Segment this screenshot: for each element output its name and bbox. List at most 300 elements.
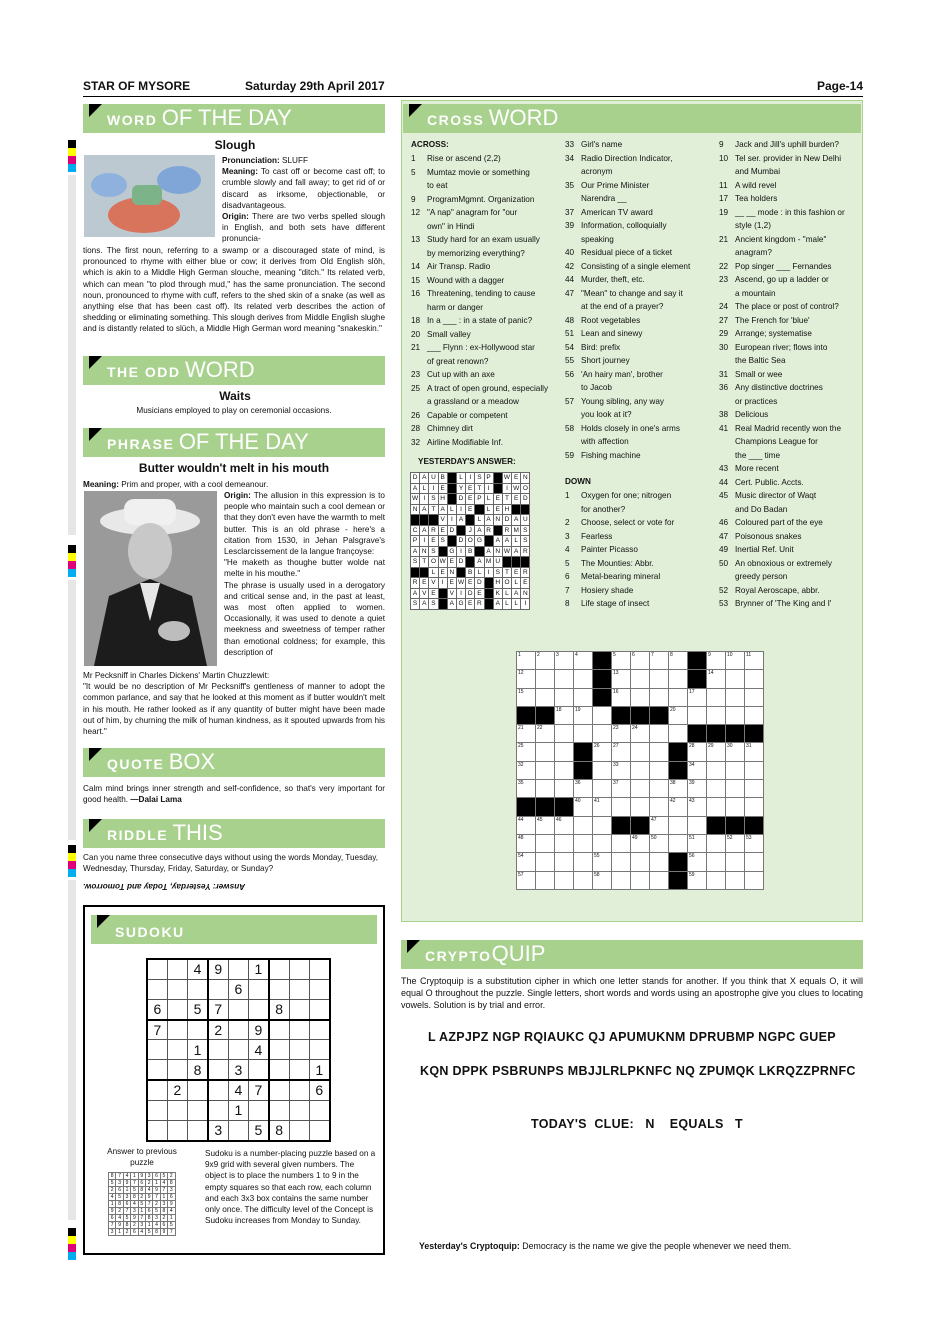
clue-line (565, 584, 713, 598)
phrase-title: Butter wouldn't melt in his mouth (138, 461, 330, 475)
clue-line (719, 516, 861, 530)
clue-line (565, 368, 713, 382)
sudoku-cell[interactable] (208, 979, 228, 999)
black-cell (574, 743, 593, 761)
crossword-cell[interactable] (555, 834, 574, 852)
clue-number: 58 (565, 423, 575, 433)
crossword-cell[interactable]: 24 (631, 725, 650, 743)
crossword-cell[interactable] (726, 780, 745, 798)
crossword-cell[interactable] (650, 688, 669, 706)
clue-number: 4 (565, 545, 570, 554)
sudoku-cell[interactable] (188, 1080, 208, 1100)
answer-cell: R (521, 546, 530, 557)
crossword-cell[interactable] (574, 834, 593, 852)
answer-cell: A (475, 525, 484, 536)
sudoku-cell[interactable] (269, 1040, 289, 1060)
clue-line (719, 314, 861, 328)
sudoku-cell[interactable] (289, 1040, 309, 1060)
crossword-cell[interactable] (745, 706, 764, 724)
sudoku-cell[interactable] (167, 1060, 187, 1080)
sudoku-cell[interactable] (228, 959, 248, 979)
sudoku-cell[interactable] (269, 1060, 289, 1080)
crossword-cell[interactable]: 45 (536, 816, 555, 834)
clue-number: 18 (411, 316, 421, 325)
sudoku-cell[interactable] (167, 1020, 187, 1040)
word-of-day-body: tions. The first noun, referring to a swamp or a discouraged state of mind, is pronounced to rhyme with either blue or cow; it derives from Old English slōh, which is akin to a Middle High German slouche, meaning "ditch." Its related verb, which can mean "to plod through mud," has the same pronunciation. The second noun, pronounced to rhyme with cuff, refers to the shed skin of a snake (as well as anything else that has been cast off). Its related verb describes the action of shedding or eliminating something. This slough derives from Middle English slughe and is distantly related to slüch, a Middle High German word meaning "snakeskin." (83, 246, 385, 334)
sudoku-cell[interactable] (208, 1080, 228, 1100)
crossword-cell[interactable] (555, 871, 574, 889)
sudoku-cell[interactable] (167, 959, 187, 979)
crossword-cell[interactable] (669, 725, 688, 743)
crossword-cell[interactable] (726, 853, 745, 871)
black-cell (484, 578, 493, 589)
sudoku-cell[interactable] (167, 1040, 187, 1060)
crossword-cell[interactable]: 40 (574, 798, 593, 816)
crossword-cell[interactable] (669, 834, 688, 852)
crossword-cell[interactable]: 22 (536, 725, 555, 743)
sudoku-cell[interactable] (188, 1100, 208, 1120)
crossword-cell[interactable] (650, 853, 669, 871)
crossword-cell[interactable] (631, 688, 650, 706)
band-title-small: CRYPTO (425, 948, 492, 964)
crossword-cell[interactable]: 25 (517, 743, 536, 761)
crossword-cell[interactable] (669, 670, 688, 688)
crossword-cell[interactable]: 1 (517, 652, 536, 670)
corner-triangle-icon (97, 915, 110, 928)
crossword-cell[interactable] (612, 798, 631, 816)
clue-line (565, 449, 713, 463)
crossword-cell[interactable] (536, 834, 555, 852)
crossword-cell[interactable] (574, 688, 593, 706)
crossword-cell[interactable] (593, 706, 612, 724)
prev-sudoku-cell: 4 (153, 1222, 160, 1229)
sudoku-cell[interactable] (248, 979, 268, 999)
crossword-cell[interactable]: 36 (574, 780, 593, 798)
crossword-cell[interactable]: 33 (612, 761, 631, 779)
crossword-cell[interactable] (574, 670, 593, 688)
sudoku-cell[interactable] (208, 1060, 228, 1080)
answer-cell: U (429, 473, 438, 484)
down-clues-col3 (719, 138, 861, 611)
crossword-cell[interactable]: 48 (517, 834, 536, 852)
answer-cell: I (438, 578, 447, 589)
sudoku-cell[interactable] (269, 1100, 289, 1120)
crossword-cell[interactable] (745, 780, 764, 798)
crossword-cell[interactable]: 4 (574, 652, 593, 670)
crossword-cell[interactable] (745, 761, 764, 779)
crossword-cell[interactable] (650, 871, 669, 889)
clue-number: 7 (565, 585, 570, 595)
black-cell (493, 525, 502, 536)
sudoku-cell[interactable] (269, 979, 289, 999)
crossword-cell[interactable] (650, 670, 669, 688)
crossword-cell[interactable] (574, 871, 593, 889)
crossword-cell[interactable] (745, 871, 764, 889)
crossword-cell[interactable] (707, 706, 726, 724)
clue-line (719, 449, 861, 463)
clue-number: 52 (719, 585, 729, 595)
crossword-cell[interactable] (631, 871, 650, 889)
black-cell (420, 567, 429, 578)
answer-cell: I (484, 483, 493, 494)
sudoku-cell[interactable] (208, 1100, 228, 1120)
crossword-cell[interactable] (612, 853, 631, 871)
crossword-cell[interactable] (631, 853, 650, 871)
crossword-cell[interactable] (593, 816, 612, 834)
sudoku-cell[interactable] (228, 1040, 248, 1060)
sudoku-cell[interactable] (228, 999, 248, 1019)
sudoku-cell: 9 (248, 1020, 268, 1040)
crossword-cell[interactable]: 20 (669, 706, 688, 724)
clue-line (719, 368, 861, 382)
answer-cell: R (521, 567, 530, 578)
sudoku-cell[interactable] (248, 999, 268, 1019)
black-cell (411, 515, 420, 526)
crossword-cell[interactable] (555, 670, 574, 688)
black-cell (574, 761, 593, 779)
crossword-cell[interactable] (650, 798, 669, 816)
sudoku-cell[interactable] (188, 979, 208, 999)
sudoku-cell[interactable] (248, 1100, 268, 1120)
sudoku-cell[interactable] (289, 999, 309, 1019)
answer-cell: T (502, 494, 511, 505)
answer-cell: L (475, 567, 484, 578)
crossword-cell[interactable]: 15 (517, 688, 536, 706)
clue-number: 33 (565, 140, 575, 149)
answer-cell: A (512, 588, 521, 599)
prev-sudoku-cell: 1 (138, 1208, 145, 1215)
sudoku-cell[interactable] (289, 1020, 309, 1040)
crossword-cell[interactable]: 2 (536, 652, 555, 670)
crossword-cell[interactable]: 54 (517, 853, 536, 871)
crossword-cell[interactable] (536, 780, 555, 798)
crossword-cell[interactable] (707, 761, 726, 779)
crossword-cell[interactable] (745, 853, 764, 871)
sudoku-cell[interactable] (188, 1121, 208, 1141)
sudoku-cell: 8 (188, 1060, 208, 1080)
sudoku-cell[interactable] (309, 1020, 329, 1040)
phrase-quote-2: "It would be no description of Mr Pecksniff's gentleness of manner to adopt the common parlance, and say that he looked at this moment as if butter wouldn't melt in his mouth. He rather looked as if any quantity of butter might have been made out of him, by churning the milk of human kindness, as it spouted upwards from his heart." (83, 682, 385, 737)
sudoku-cell[interactable] (269, 1020, 289, 1040)
crossword-cell[interactable]: 55 (593, 853, 612, 871)
crossword-cell[interactable] (555, 725, 574, 743)
crossword-cell[interactable] (631, 798, 650, 816)
crossword-cell[interactable] (707, 871, 726, 889)
sudoku-cell[interactable] (309, 959, 329, 979)
crossword-cell[interactable] (593, 780, 612, 798)
crossword-cell[interactable] (650, 743, 669, 761)
crossword-cell[interactable]: 23 (612, 725, 631, 743)
phrase-continuation: The phrase is usually used in a derogatory and critical sense and, in the past at least, was most often applied to women. Occasionally, it was used to denote a quiet meekness and sweetness of temper rather than emotional coldness; for example, this description of (224, 580, 385, 657)
answer-cell: E (512, 567, 521, 578)
clue-number: 21 (411, 343, 421, 352)
crossword-cell[interactable]: 41 (593, 798, 612, 816)
sudoku-cell[interactable] (309, 1121, 329, 1141)
prev-sudoku-cell: 9 (123, 1180, 130, 1187)
sudoku-cell[interactable] (147, 1080, 167, 1100)
crossword-cell[interactable]: 12 (517, 670, 536, 688)
clue-number: 5 (565, 558, 570, 568)
crossword-cell[interactable] (707, 834, 726, 852)
answer-cell: L (484, 494, 493, 505)
answer-cell: D (411, 473, 420, 484)
clue-text: Royal Aeroscape, abbr. (735, 585, 820, 595)
sudoku-cell[interactable] (289, 1100, 309, 1120)
crossword-cell[interactable] (726, 798, 745, 816)
crossword-cell[interactable]: 52 (726, 834, 745, 852)
crossword-cell[interactable] (726, 688, 745, 706)
sudoku-cell[interactable] (289, 959, 309, 979)
answer-cell: S (521, 525, 530, 536)
answer-cell: P (411, 536, 420, 547)
crossword-cell[interactable]: 7 (650, 652, 669, 670)
clue-text: or practices (735, 396, 778, 406)
crossword-cell[interactable] (650, 725, 669, 743)
clue-line (719, 557, 861, 571)
crossword-cell[interactable]: 59 (688, 871, 707, 889)
prev-sudoku-cell: 1 (123, 1187, 130, 1194)
sudoku-cell[interactable] (289, 1080, 309, 1100)
crossword-cell[interactable]: 37 (612, 780, 631, 798)
clue-line (565, 152, 713, 166)
sudoku-cell: 6 (309, 1080, 329, 1100)
black-cell (745, 816, 764, 834)
sudoku-cell[interactable] (269, 959, 289, 979)
crossword-cell[interactable]: 35 (517, 780, 536, 798)
crossword-cell[interactable] (688, 816, 707, 834)
crossword-cell[interactable] (726, 706, 745, 724)
crossword-cell[interactable] (631, 743, 650, 761)
sudoku-cell[interactable] (248, 1060, 268, 1080)
crossword-cell[interactable] (707, 780, 726, 798)
clue-text: Inertial Ref. Unit (735, 545, 794, 554)
crossword-cell[interactable] (745, 688, 764, 706)
sudoku-grid[interactable] (146, 958, 331, 1142)
clue-line (565, 408, 713, 422)
prev-sudoku-cell: 9 (168, 1201, 175, 1208)
clue-text: of great renown? (427, 356, 489, 366)
clue-text: at the end of a prayer? (581, 302, 664, 311)
sudoku-cell[interactable] (167, 999, 187, 1019)
crossword-cell[interactable]: 42 (669, 798, 688, 816)
clue-text: by memorizing everything? (427, 248, 525, 258)
crossword-cell[interactable]: 5 (612, 652, 631, 670)
prev-sudoku-cell: 2 (116, 1208, 123, 1215)
crossword-cell[interactable]: 53 (745, 834, 764, 852)
crossword-cell[interactable] (669, 816, 688, 834)
crossword-cell[interactable]: 10 (726, 652, 745, 670)
crossword-cell[interactable] (726, 670, 745, 688)
crossword-cell[interactable] (593, 725, 612, 743)
crossword-cell[interactable]: 51 (688, 834, 707, 852)
paper-name: STAR OF MYSORE (83, 79, 191, 93)
corner-triangle-icon (89, 428, 102, 441)
crossword-cell[interactable]: 9 (707, 652, 726, 670)
sudoku-cell[interactable] (147, 1121, 167, 1141)
crossword-grid[interactable] (516, 651, 764, 890)
crossword-cell[interactable] (726, 761, 745, 779)
sudoku-cell[interactable] (289, 1060, 309, 1080)
crossword-cell[interactable]: 18 (555, 706, 574, 724)
sudoku-cell[interactable] (289, 1121, 309, 1141)
clue-line (565, 327, 713, 341)
phrase-band (83, 428, 385, 457)
crossword-cell[interactable]: 56 (688, 853, 707, 871)
crossword-cell[interactable]: 44 (517, 816, 536, 834)
crossword-cell[interactable] (593, 761, 612, 779)
sudoku-cell[interactable] (147, 979, 167, 999)
clue-text: Jack and Jill's uphill burden? (735, 140, 839, 149)
crossword-cell[interactable] (555, 853, 574, 871)
crossword-cell[interactable] (688, 706, 707, 724)
answer-cell: I (484, 567, 493, 578)
crossword-cell[interactable] (574, 725, 593, 743)
crossword-cell[interactable]: 3 (555, 652, 574, 670)
sudoku-cell[interactable] (147, 1100, 167, 1120)
sudoku-cell[interactable] (147, 1060, 167, 1080)
riddle-answer-upside-down: Answer: Yesterday, Today and Tomorrow. (83, 882, 246, 892)
crossword-cell[interactable]: 19 (574, 706, 593, 724)
clue-number: 59 (565, 450, 575, 460)
crossword-cell[interactable]: 30 (726, 743, 745, 761)
crossword-cell[interactable] (536, 688, 555, 706)
crossword-cell[interactable] (555, 761, 574, 779)
prev-sudoku-cell: 6 (153, 1173, 160, 1180)
sudoku-cell[interactable] (228, 1121, 248, 1141)
crossword-cell[interactable] (745, 670, 764, 688)
sudoku-cell[interactable] (167, 979, 187, 999)
crossword-cell[interactable] (555, 780, 574, 798)
crossword-cell[interactable]: 21 (517, 725, 536, 743)
answer-cell: L (512, 536, 521, 547)
crossword-cell[interactable] (555, 743, 574, 761)
pron-text: SLUFF (279, 156, 308, 165)
answer-cell: V (420, 588, 429, 599)
crossword-cell[interactable] (631, 761, 650, 779)
crossword-cell[interactable] (631, 670, 650, 688)
sudoku-cell[interactable] (147, 959, 167, 979)
crossword-cell[interactable]: 57 (517, 871, 536, 889)
crossword-cell[interactable]: 43 (688, 798, 707, 816)
crossword-cell[interactable] (574, 816, 593, 834)
crossword-cell[interactable] (650, 761, 669, 779)
prev-sudoku-cell: 2 (138, 1194, 145, 1201)
clue-line (411, 341, 559, 355)
crossword-cell[interactable]: 47 (650, 816, 669, 834)
crossword-cell[interactable] (707, 853, 726, 871)
crossword-cell[interactable] (726, 871, 745, 889)
crossword-cell[interactable]: 11 (745, 652, 764, 670)
crossword-cell[interactable] (612, 834, 631, 852)
prev-sudoku-cell: 4 (123, 1173, 130, 1180)
sudoku-cell[interactable] (309, 999, 329, 1019)
black-cell (447, 494, 456, 505)
crossword-cell[interactable]: 49 (631, 834, 650, 852)
prev-sudoku-cell: 8 (145, 1215, 152, 1222)
prev-sudoku-cell: 7 (109, 1222, 116, 1229)
crossword-cell[interactable] (707, 798, 726, 816)
prev-sudoku-cell: 4 (131, 1201, 138, 1208)
crossword-cell[interactable]: 29 (707, 743, 726, 761)
prev-sudoku-cell: 9 (153, 1187, 160, 1194)
crossword-cell[interactable] (536, 871, 555, 889)
sudoku-cell[interactable] (228, 1020, 248, 1040)
crossword-cell[interactable]: 6 (631, 652, 650, 670)
crossword-cell[interactable] (536, 761, 555, 779)
crossword-cell[interactable] (745, 798, 764, 816)
prev-sudoku-cell: 2 (168, 1173, 175, 1180)
sudoku-cell: 4 (228, 1080, 248, 1100)
crossword-cell[interactable] (669, 688, 688, 706)
answer-cell: A (438, 504, 447, 515)
crossword-cell[interactable]: 31 (745, 743, 764, 761)
prev-sudoku-cell: 9 (131, 1215, 138, 1222)
sudoku-cell[interactable] (167, 1121, 187, 1141)
sudoku-cell[interactable] (309, 979, 329, 999)
crossword-cell[interactable]: 28 (688, 743, 707, 761)
crossword-cell[interactable] (555, 688, 574, 706)
black-cell (555, 798, 574, 816)
corner-triangle-icon (89, 104, 102, 117)
crossword-cell[interactable] (707, 688, 726, 706)
crossword-cell[interactable]: 58 (593, 871, 612, 889)
crossword-cell[interactable] (574, 853, 593, 871)
crossword-cell[interactable]: 39 (688, 780, 707, 798)
clue-number: 5 (411, 167, 416, 177)
crossword-cell[interactable]: 8 (669, 652, 688, 670)
todays-clue: TODAY'S CLUE: N EQUALS T (531, 1117, 743, 1131)
sudoku-cell[interactable] (167, 1100, 187, 1120)
clue-line (565, 260, 713, 274)
crossword-cell[interactable] (650, 780, 669, 798)
crossword-cell[interactable]: 34 (688, 761, 707, 779)
crossword-cell[interactable]: 13 (612, 670, 631, 688)
crossword-cell[interactable]: 50 (650, 834, 669, 852)
band-title-small: QUOTE (107, 756, 165, 772)
clue-line (719, 503, 861, 517)
clue-number: 2 (565, 518, 570, 527)
sudoku-cell[interactable] (269, 1080, 289, 1100)
sudoku-cell[interactable] (208, 1040, 228, 1060)
crossword-cell[interactable]: 32 (517, 761, 536, 779)
crossword-cell[interactable] (612, 871, 631, 889)
clue-text: Oxygen for one; nitrogen (581, 491, 672, 500)
crossword-cell[interactable]: 27 (612, 743, 631, 761)
sudoku-cell[interactable] (309, 1040, 329, 1060)
crossword-cell[interactable] (536, 853, 555, 871)
crossword-cell[interactable]: 38 (669, 780, 688, 798)
answer-cell: A (484, 546, 493, 557)
crossword-cell[interactable]: 46 (555, 816, 574, 834)
crossword-cell[interactable] (536, 743, 555, 761)
sudoku-cell[interactable] (309, 1100, 329, 1120)
answer-cell: U (521, 515, 530, 526)
answer-cell: J (466, 525, 475, 536)
crossword-cell[interactable]: 26 (593, 743, 612, 761)
sudoku-cell[interactable] (289, 979, 309, 999)
crossword-cell[interactable] (536, 670, 555, 688)
answer-cell: D (521, 494, 530, 505)
answer-cell: A (493, 599, 502, 610)
crossword-cell[interactable]: 16 (612, 688, 631, 706)
crossword-cell[interactable] (593, 834, 612, 852)
crossword-cell[interactable] (631, 780, 650, 798)
prev-sudoku-cell: 5 (138, 1201, 145, 1208)
crossword-cell[interactable]: 14 (707, 670, 726, 688)
sudoku-cell[interactable] (147, 1040, 167, 1060)
crossword-cell[interactable]: 17 (688, 688, 707, 706)
sudoku-cell[interactable] (188, 1020, 208, 1040)
